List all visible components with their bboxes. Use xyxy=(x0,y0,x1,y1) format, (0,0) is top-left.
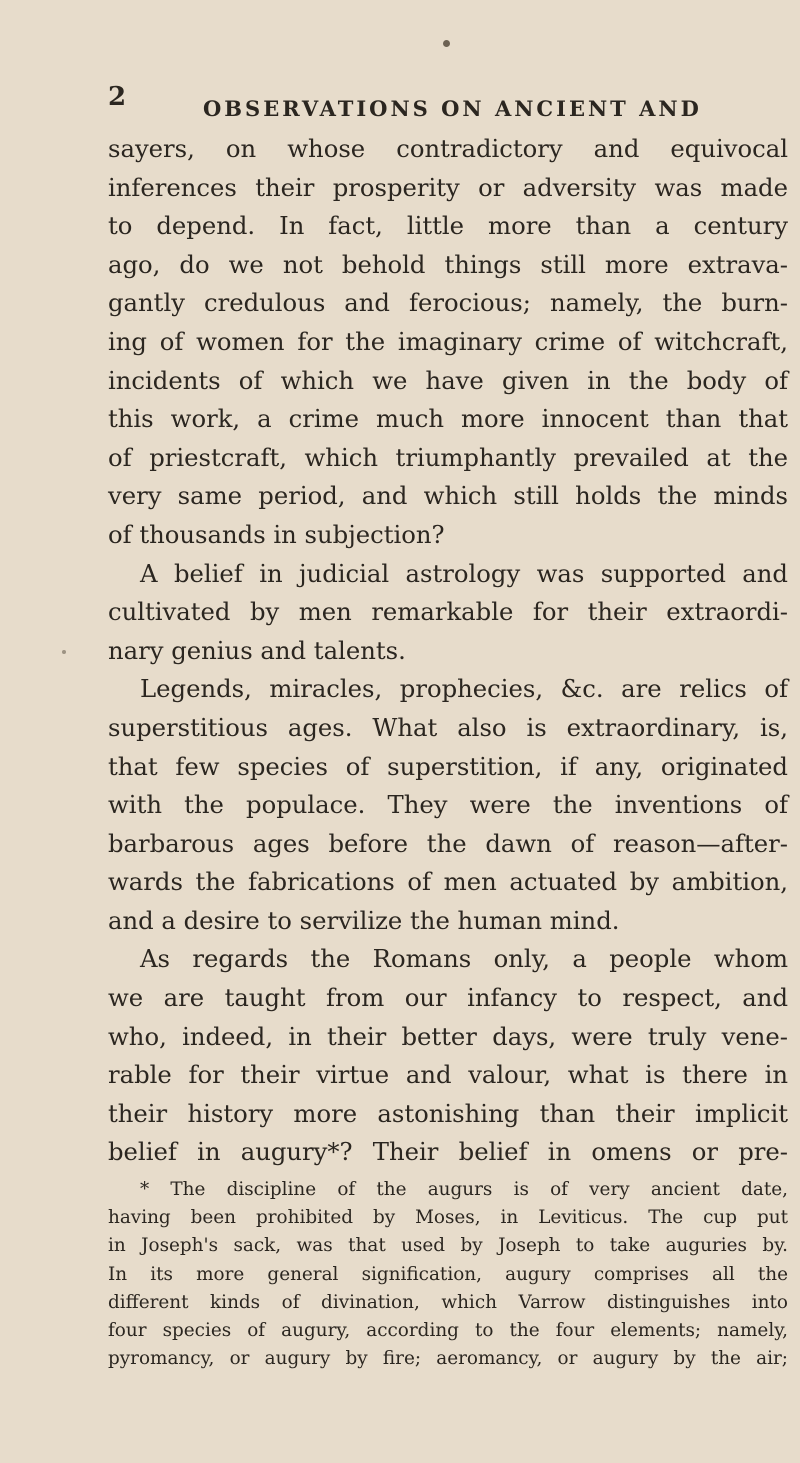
text-line: Legends, miracles, prophecies, &c. are relics of xyxy=(140,674,788,704)
text-line: A belief in judicial astrology was supported and xyxy=(140,558,788,588)
text-line: incidents of which we have given in the body of xyxy=(108,365,788,395)
text-line: cultivated by men remarkable for their extraordi- xyxy=(108,597,788,627)
text-line: rable for their virtue and valour, what is there in xyxy=(108,1060,788,1090)
text-line: ing of women for the imaginary crime of witchcraft, xyxy=(108,326,788,356)
footnote-line: in Joseph's sack, was that used by Joseph to take auguries by. xyxy=(108,1235,788,1257)
text-line: As regards the Romans only, a people whom xyxy=(140,944,788,974)
text-line: sayers, on whose contradictory and equivocal xyxy=(108,134,788,163)
footnote-line: different kinds of divination, which Varrow distinguishes into xyxy=(108,1291,788,1313)
footnote-line: having been prohibited by Moses, in Leviticus. The cup put xyxy=(108,1207,788,1229)
text-line: very same period, and which still holds the minds xyxy=(108,481,788,511)
text-line: who, indeed, in their better days, were truly vene- xyxy=(108,1021,788,1051)
paper-speck xyxy=(62,650,66,654)
text-line: gantly credulous and ferocious; namely, the burn- xyxy=(108,288,788,318)
text-line: that few species of superstition, if any, originated xyxy=(108,751,788,781)
text-line: and a desire to servilize the human mind. xyxy=(108,905,620,935)
text-line: of priestcraft, which triumphantly prevailed at the xyxy=(108,442,788,472)
text-line: with the populace. They were the inventions of xyxy=(108,790,788,820)
footnote-line: * The discipline of the augurs is of very ancient date, xyxy=(140,1179,788,1200)
text-line: inferences their prosperity or adversity was made xyxy=(108,172,788,202)
text-line: their history more astonishing than their implicit xyxy=(108,1098,788,1128)
main-text xyxy=(108,130,788,1172)
text-line: this work, a crime much more innocent than that xyxy=(108,404,788,434)
text-line: barbarous ages before the dawn of reason—after- xyxy=(108,828,788,858)
text-line: belief in augury*? Their belief in omens or pre- xyxy=(108,1137,788,1167)
footnote-line: In its more general signification, augury comprises all the xyxy=(108,1263,788,1285)
paper-speck xyxy=(443,40,450,47)
running-title: OBSERVATIONS ON ANCIENT AND xyxy=(203,96,702,121)
text-line: ago, do we not behold things still more extrava- xyxy=(108,249,788,279)
text-line: of thousands in subjection? xyxy=(108,519,445,549)
footnote-line: pyromancy, or augury by fire; aeromancy, or augury by the air; xyxy=(108,1348,788,1370)
text-line: wards the fabrications of men actuated by ambition, xyxy=(108,867,788,897)
text-line: to depend. In fact, little more than a century xyxy=(108,211,788,241)
text-line: superstitious ages. What also is extraordinary, is, xyxy=(108,712,788,742)
page-number: 2 xyxy=(108,82,130,112)
footnote-line: four species of augury, according to the four elements; namely, xyxy=(108,1320,788,1342)
footnote xyxy=(108,1176,788,1373)
text-line: nary genius and talents. xyxy=(108,635,406,665)
text-line: we are taught from our infancy to respect, and xyxy=(108,983,788,1013)
